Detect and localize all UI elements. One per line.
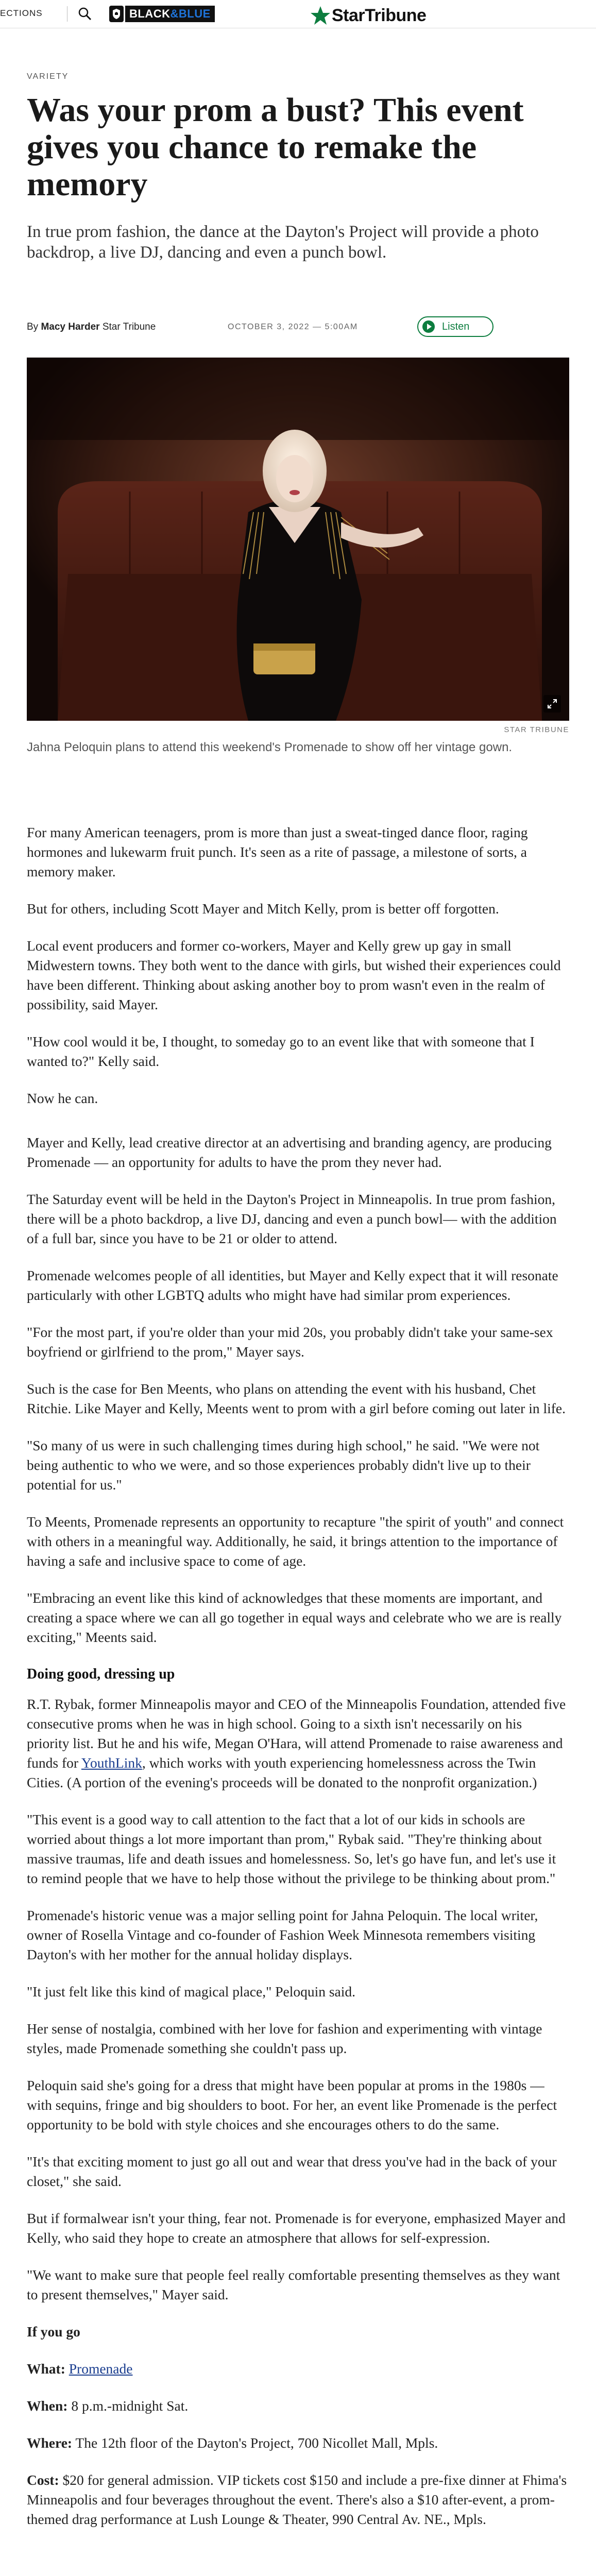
info-cost — [27, 2470, 568, 2529]
if-you-go-heading — [27, 2322, 568, 2342]
paragraph-text: , which works with youth experiencing homelessness across the Twin Cities. (A portion of the evening's proceeds will be donated to the nonprofit organization.) — [27, 1755, 537, 1790]
info-value: $20 for general admission. VIP tickets cost $150 and include a pre-fixe dinner at Fhima's Minneapolis and four beverages throughout the event. There's also a $10 after-event, a prom-themed drag performance at Lush Lounge & Theater, 990 Central Av. NE., Mpls. — [27, 2472, 567, 2527]
author-link[interactable]: Macy Harder — [41, 321, 100, 332]
paragraph: For many American teenagers, prom is more than just a sweat-tinged dance floor, raging hormones and lukewarm fruit punch. It's seen as a rite of passage, a milestone of sorts, a memory maker. — [27, 824, 528, 879]
subhead: Doing good, dressing up — [27, 1666, 175, 1682]
expand-image-button[interactable] — [543, 695, 561, 713]
info-label: Where: — [27, 2435, 73, 2451]
paragraph: The Saturday event will be held in the Dayton's Project in Minneapolis. In true prom fashion, there will be a photo backdrop, a live DJ, dancing and even a punch bowl— with the addition of a full bar, since you have to be 21 or older to attend. — [27, 1191, 557, 1246]
black-and-blue-wordmark — [125, 6, 215, 22]
paragraph: "We want to make sure that people feel really comfortable presenting themselves as they want to present themselves," Mayer said. — [27, 2267, 560, 2302]
promenade-link[interactable]: Promenade — [69, 2361, 133, 2377]
article-headline: Was your prom a bust? This event gives you chance to remake the memory — [27, 91, 524, 203]
info-label: What: — [27, 2361, 65, 2377]
paragraph: "So many of us were in such challenging times during high school," he said. "We were not being authentic to who we were, and so those experiences probably didn't live up to their potential for us." — [27, 1437, 540, 1493]
photo-illustration — [27, 358, 569, 721]
paragraph: Promenade's historic venue was a major selling point for Jahna Peloquin. The local writer, owner of Rosella Vintage and co-founder of Fashion Week Minnesota remembers visiting Dayton's with her mother for the annual holiday displays. — [27, 1907, 538, 1962]
paragraph: "It just felt like this kind of magical place," Peloquin said. — [27, 1984, 356, 1999]
info-what — [27, 2359, 568, 2379]
star-icon — [309, 5, 332, 26]
paragraph: Peloquin said she's going for a dress that might have been popular at proms in the 1980s — with sequins, fringe and big shoulders to boot. For her, an event like Promenade is the perfect opportunity to be bold with style choices and she encourages others to do the same. — [27, 2077, 557, 2132]
youthlink-link[interactable]: YouthLink — [81, 1755, 142, 1771]
if-you-go-title: If you go — [27, 2324, 80, 2340]
photo-credit: STAR TRIBUNE — [504, 725, 569, 734]
hero-photo — [27, 358, 569, 721]
paragraph: "How cool would it be, I thought, to someday go to an event like that with someone that I wanted to?" Kelly said. — [27, 1033, 535, 1069]
info-when — [27, 2396, 568, 2416]
paragraph: Such is the case for Ben Meents, who plans on attending the event with his husband, Chet Ritchie. Like Mayer and Kelly, Meents went to prom with a girl before coming out later in life. — [27, 1381, 566, 1416]
info-label: Cost: — [27, 2472, 59, 2488]
startribune-wordmark: StarTribune — [332, 5, 427, 25]
info-value: The 12th floor of the Dayton's Project, 700 Nicollet Mall, Mpls. — [75, 2435, 438, 2451]
paragraph-text: R.T. Rybak, former Minneapolis mayor and CEO of the Minneapolis Foundation, attended five consecutive proms when he was in high school. Going to a sixth isn't necessarily on his priority list. But he and his wife, Megan O'Hara, will attend Promenade to raise awareness and funds for — [27, 1696, 566, 1771]
info-value: 8 p.m.-midnight Sat. — [71, 2398, 189, 2414]
paragraph: Mayer and Kelly, lead creative director at an advertising and branding agency, are producing Promenade — an opportunity for adults to have the prom they never had. — [27, 1134, 552, 1170]
if-you-go-box — [27, 2322, 568, 2529]
publication-name: Star Tribune — [102, 321, 156, 332]
paragraph: But for others, including Scott Mayer and Mitch Kelly, prom is better off forgotten. — [27, 901, 499, 917]
search-icon[interactable] — [77, 6, 93, 22]
play-icon — [422, 320, 435, 333]
startribune-logo[interactable] — [309, 5, 426, 26]
paragraph-rybak — [27, 1694, 568, 1792]
paragraph: "This event is a good way to call attention to the fact that a lot of our kids in schools are worried about things a lot more important than prom," Rybak said. "They're thinking about massive traumas, life and death issues and homelessness. So, let's go have fun, and let's use it to remind people that we have to help those without the privilege to be thinking about prom." — [27, 1811, 556, 1886]
paragraph: "For the most part, if you're older than your mid 20s, you probably didn't take your same-sex boyfriend or girlfriend to the prom," Mayer says. — [27, 1324, 553, 1360]
wordmark-black: BLACK — [129, 7, 171, 20]
info-where — [27, 2433, 568, 2453]
wordmark-ampersand-icon: & — [170, 7, 179, 20]
section-kicker[interactable]: VARIETY — [27, 72, 69, 81]
paragraph: To Meents, Promenade represents an opportunity to recapture "the spirit of youth" and connect with others in a meaningful way. Additionally, he said, it brings attention to the importance of having a safe and inclusive space to come of age. — [27, 1514, 564, 1569]
paragraph: "Embracing an event like this kind of acknowledges that these moments are important, and creating a space where we can all go together in equal ways and celebrate who we are is really exciting," Meents said. — [27, 1590, 562, 1645]
paragraph: Local event producers and former co-workers, Mayer and Kelly grew up gay in small Midwestern towns. They both went to the dance with girls, but wished their experiences could have been different. Thinking about asking another boy to prom wasn't even in the realm of possibility, said Mayer. — [27, 938, 561, 1012]
article-body — [27, 823, 568, 2547]
black-and-blue-logo[interactable] — [109, 5, 215, 23]
paragraph: Promenade welcomes people of all identities, but Mayer and Kelly expect that it will resonate particularly with other LGBTQ adults who might have had similar prom experiences. — [27, 1267, 558, 1303]
byline-prefix: By — [27, 321, 39, 332]
publish-date: OCTOBER 3, 2022 — 5:00AM — [228, 323, 358, 331]
article-dek: In true prom fashion, the dance at the Dayton's Project will provide a photo backdrop, a live DJ, dancing and even a punch bowl. — [27, 223, 539, 262]
byline — [27, 321, 156, 333]
paragraph: Now he can. — [27, 1090, 98, 1106]
paragraph: Her sense of nostalgia, combined with her love for fashion and experimenting with vintage styles, made Promenade something she couldn't pass up. — [27, 2021, 542, 2056]
info-label: When: — [27, 2398, 68, 2414]
photo-caption: Jahna Peloquin plans to attend this weekend's Promenade to show off her vintage gown. — [27, 740, 513, 754]
paragraph: But if formalwear isn't your thing, fear not. Promenade is for everyone, emphasized Mayer and Kelly, who said they hope to create an atmosphere that allows for self-expression. — [27, 2210, 566, 2246]
black-and-blue-icon — [109, 6, 124, 22]
listen-label: Listen — [442, 320, 470, 332]
paragraph: "It's that exciting moment to just go all out and wear that dress you've had in the back of your closet," she said. — [27, 2154, 557, 2189]
sections-menu-button[interactable]: ECTIONS — [0, 8, 43, 18]
listen-button[interactable] — [417, 316, 493, 337]
top-navigation-bar — [0, 0, 596, 28]
expand-icon — [547, 699, 557, 709]
wordmark-blue: BLUE — [178, 7, 211, 20]
